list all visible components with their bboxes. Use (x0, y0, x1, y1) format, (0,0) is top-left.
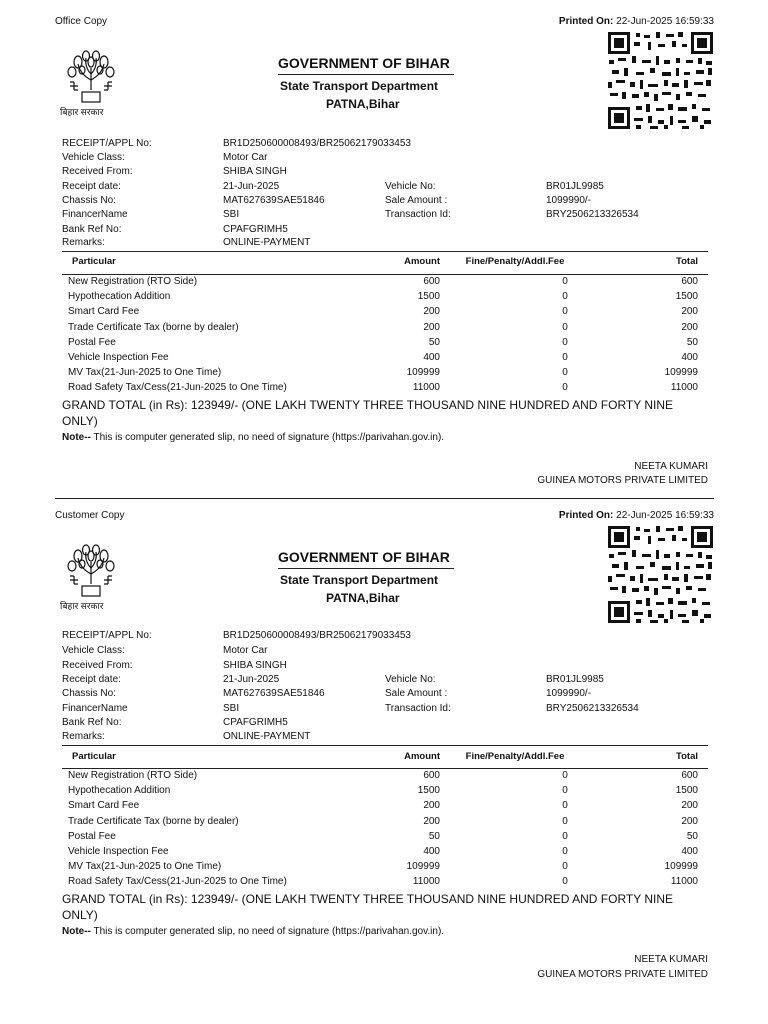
fee-amount: 109999 (406, 367, 440, 379)
bank-ref-value: CPAFGRIMH5 (223, 224, 288, 235)
note-label: Note-- (62, 926, 91, 937)
receipt-date-label: Receipt date: (62, 181, 121, 192)
received-from-value: SHIBA SINGH (223, 660, 287, 671)
fee-fine: 0 (562, 770, 568, 781)
receipt-value: BR1D250600008493/BR25062179033453 (223, 630, 411, 641)
fee-total: 11000 (670, 876, 698, 888)
printed-on (559, 17, 714, 27)
received-from-label: Received From: (62, 660, 133, 671)
sale-amount-value: 1099990/- (546, 688, 592, 699)
fee-particular: Road Safety Tax/Cess(21-Jun-2025 to One Time) (68, 382, 287, 394)
transaction-id-label: Transaction Id: (385, 209, 451, 220)
table-top-rule (62, 251, 708, 252)
note-text: This is computer generated slip, no need of signature (https://parivahan.gov.in). (90, 926, 445, 937)
chassis-label: Chassis No: (62, 195, 116, 206)
fee-fine: 0 (562, 321, 568, 333)
fee-particular: Hypothecation Addition (68, 785, 171, 797)
customer-copy-section (0, 494, 768, 988)
vehicle-class-value: Motor Car (223, 645, 268, 656)
qr-code-icon (606, 524, 715, 625)
fee-amount: 11000 (412, 876, 440, 888)
fee-particular: Vehicle Inspection Fee (68, 352, 169, 363)
fee-particular: MV Tax(21-Jun-2025 to One Time) (68, 367, 222, 379)
fee-particular: Smart Card Fee (68, 306, 140, 318)
copy-label: Customer Copy (55, 510, 125, 521)
printed-on (559, 511, 714, 521)
fee-fine: 0 (562, 306, 568, 318)
emblem-text: बिहार सरकार (60, 107, 104, 117)
note-label: Note-- (62, 432, 91, 443)
fee-fine: 0 (562, 352, 568, 363)
note (62, 927, 444, 937)
financer-label: FinancerName (62, 703, 128, 714)
vehicle-class-label: Vehicle Class: (62, 645, 125, 656)
received-from-label: Received From: (62, 166, 133, 177)
fee-amount: 11000 (412, 382, 440, 394)
vehicle-class-label: Vehicle Class: (62, 152, 125, 163)
note-text: This is computer generated slip, no need of signature (https://parivahan.gov.in). (90, 432, 445, 443)
fee-total: 200 (681, 306, 698, 318)
receipt-date-value: 21-Jun-2025 (223, 181, 280, 192)
fee-particular: Postal Fee (68, 830, 116, 842)
bihar-emblem (60, 50, 122, 122)
receipt-label: RECEIPT/APPL No: (62, 630, 152, 641)
col-header-amount: Amount (404, 256, 440, 267)
fee-amount: 1500 (417, 291, 440, 303)
copy-label: Office Copy (55, 16, 108, 27)
qr-code-icon (606, 30, 715, 131)
fee-amount: 50 (428, 336, 440, 348)
vehicle-no-label: Vehicle No: (385, 674, 436, 685)
remarks-value: ONLINE-PAYMENT (223, 237, 311, 248)
table-top-rule (62, 745, 708, 746)
receipt-value: BR1D250600008493/BR25062179033453 (223, 138, 411, 149)
fee-total: 200 (681, 815, 698, 827)
remarks-label: Remarks: (62, 731, 105, 742)
fee-total: 600 (681, 770, 698, 781)
fee-total: 1500 (675, 785, 698, 797)
fee-particular: Postal Fee (68, 336, 116, 348)
vehicle-class-value: Motor Car (223, 152, 268, 163)
fee-fine: 0 (562, 800, 568, 812)
printed-on-label: Printed On: (558, 16, 614, 27)
fee-fine: 0 (562, 876, 568, 888)
fee-particular: Hypothecation Addition (68, 291, 171, 303)
chassis-value: MAT627639SAE51846 (223, 195, 325, 206)
col-header-fine: Fine/Penalty/Addl.Fee (465, 751, 565, 762)
printed-on-value: 22-Jun-2025 16:59:33 (616, 510, 714, 521)
bihar-emblem (60, 544, 122, 616)
bank-ref-label: Bank Ref No: (62, 224, 122, 235)
fee-amount: 1500 (417, 785, 440, 797)
table-header-rule (62, 274, 708, 275)
fee-fine: 0 (562, 336, 568, 348)
col-header-amount: Amount (404, 751, 440, 762)
fee-amount: 200 (423, 800, 440, 812)
fee-fine: 0 (562, 861, 568, 873)
fee-total: 109999 (664, 367, 698, 379)
financer-value: SBI (223, 703, 240, 714)
fee-amount: 200 (423, 321, 440, 333)
transaction-id-value: BRY2506213326534 (546, 703, 639, 714)
fee-particular: Vehicle Inspection Fee (68, 846, 169, 857)
bank-ref-value: CPAFGRIMH5 (223, 717, 288, 728)
fee-fine: 0 (562, 291, 568, 303)
fee-particular: Trade Certificate Tax (borne by dealer) (68, 815, 239, 827)
fee-total: 11000 (670, 382, 698, 394)
vehicle-no-value: BR01JL9985 (546, 674, 604, 685)
bank-ref-label: Bank Ref No: (62, 717, 122, 728)
receipt-label: RECEIPT/APPL No: (62, 138, 152, 149)
note (62, 433, 444, 443)
bodhi-tree-emblem-icon (60, 544, 122, 600)
fee-total: 109999 (664, 861, 698, 873)
received-from-value: SHIBA SINGH (223, 166, 287, 177)
chassis-label: Chassis No: (62, 688, 116, 699)
fee-fine: 0 (562, 815, 568, 827)
fee-amount: 200 (423, 815, 440, 827)
signatory-company: GUINEA MOTORS PRIVATE LIMITED (537, 969, 708, 980)
fee-particular: New Registration (RTO Side) (68, 770, 198, 781)
page-title: GOVERNMENT OF BIHAR (278, 549, 450, 565)
fee-amount: 400 (423, 352, 440, 363)
fee-total: 400 (681, 846, 698, 857)
emblem-text: बिहार सरकार (60, 601, 104, 611)
fee-particular: New Registration (RTO Side) (68, 276, 198, 287)
sale-amount-label: Sale Amount : (385, 688, 448, 699)
bodhi-tree-emblem-icon (60, 50, 122, 106)
fee-fine: 0 (562, 367, 568, 379)
title-underline (278, 568, 454, 569)
fee-fine: 0 (562, 785, 568, 797)
transaction-id-value: BRY2506213326534 (546, 209, 639, 220)
transaction-id-label: Transaction Id: (385, 703, 451, 714)
fee-particular: Trade Certificate Tax (borne by dealer) (68, 321, 239, 333)
sale-amount-label: Sale Amount : (385, 195, 448, 206)
fee-amount: 50 (428, 830, 440, 842)
chassis-value: MAT627639SAE51846 (223, 688, 325, 699)
vehicle-no-value: BR01JL9985 (546, 181, 604, 192)
printed-on-label: Printed On: (558, 510, 614, 521)
table-header-rule (62, 768, 708, 769)
fee-total: 50 (686, 830, 698, 842)
col-header-total: Total (676, 256, 698, 267)
signatory-name: NEETA KUMARI (634, 954, 708, 965)
financer-value: SBI (223, 209, 240, 220)
fee-total: 1500 (675, 291, 698, 303)
fee-amount: 200 (423, 306, 440, 318)
fee-particular: Road Safety Tax/Cess(21-Jun-2025 to One Time) (68, 876, 287, 888)
page-title: GOVERNMENT OF BIHAR (278, 55, 450, 71)
signatory-company: GUINEA MOTORS PRIVATE LIMITED (537, 475, 708, 486)
fee-total: 200 (681, 321, 698, 333)
fee-fine: 0 (562, 276, 568, 287)
fee-fine: 0 (562, 846, 568, 857)
fee-amount: 400 (423, 846, 440, 857)
fee-total: 400 (681, 352, 698, 363)
col-header-total: Total (676, 751, 698, 762)
grand-total: GRAND TOTAL (in Rs): 123949/- (ONE LAKH TWENTY THREE THOUSAND NINE HUNDRED AND FORTY NINE ONLY) (62, 892, 674, 922)
fee-total: 50 (686, 336, 698, 348)
fee-total: 200 (681, 800, 698, 812)
department-name: State Transport Department (280, 573, 439, 587)
remarks-value: ONLINE-PAYMENT (223, 731, 311, 742)
fee-particular: MV Tax(21-Jun-2025 to One Time) (68, 861, 222, 873)
remarks-label: Remarks: (62, 237, 105, 248)
signatory-name: NEETA KUMARI (634, 461, 708, 472)
vehicle-no-label: Vehicle No: (385, 181, 436, 192)
col-header-fine: Fine/Penalty/Addl.Fee (465, 256, 565, 267)
office-copy-section (0, 0, 768, 494)
department-name: State Transport Department (280, 79, 439, 93)
fee-total: 600 (681, 276, 698, 287)
fee-amount: 600 (423, 770, 440, 781)
title-underline (278, 74, 454, 75)
fee-amount: 600 (423, 276, 440, 287)
col-header-particular: Particular (72, 256, 116, 267)
financer-label: FinancerName (62, 209, 128, 220)
fee-particular: Smart Card Fee (68, 800, 140, 812)
fee-fine: 0 (562, 830, 568, 842)
col-header-particular: Particular (72, 751, 116, 762)
receipt-date-label: Receipt date: (62, 674, 121, 685)
fee-fine: 0 (562, 382, 568, 394)
sale-amount-value: 1099990/- (546, 195, 592, 206)
city-name: PATNA,Bihar (326, 591, 400, 605)
grand-total: GRAND TOTAL (in Rs): 123949/- (ONE LAKH TWENTY THREE THOUSAND NINE HUNDRED AND FORTY NINE ONLY) (62, 398, 674, 428)
receipt-date-value: 21-Jun-2025 (223, 674, 280, 685)
city-name: PATNA,Bihar (326, 97, 400, 111)
printed-on-value: 22-Jun-2025 16:59:33 (616, 16, 714, 27)
fee-amount: 109999 (406, 861, 440, 873)
